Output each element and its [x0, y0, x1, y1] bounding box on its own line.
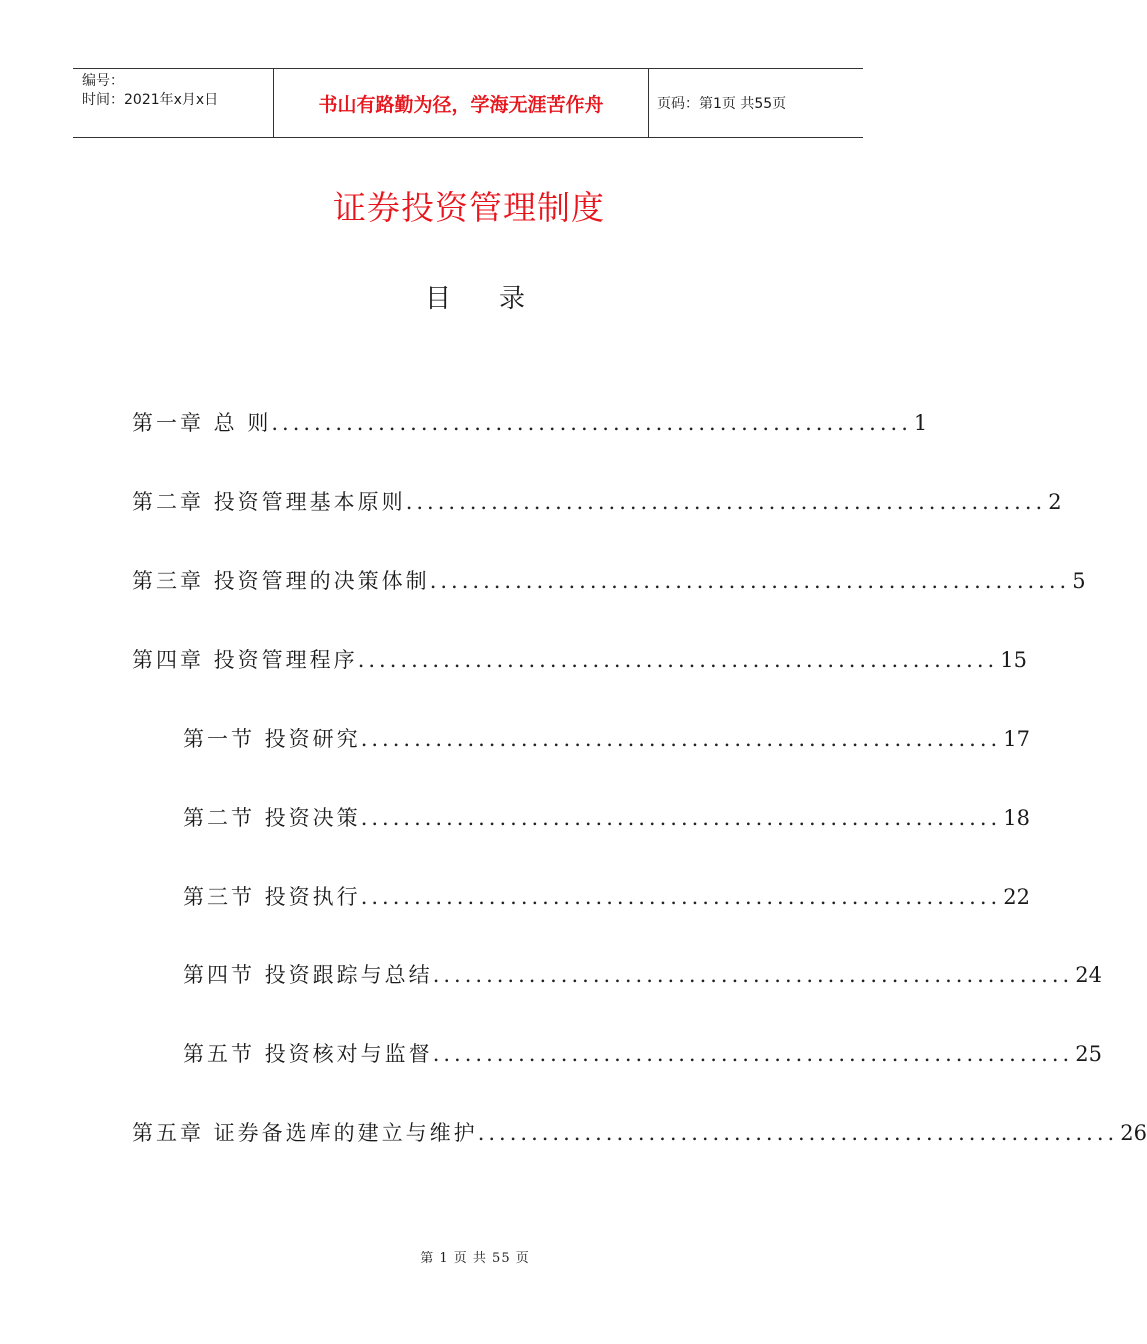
toc-entry[interactable]	[132, 644, 1027, 674]
toc-entry[interactable]	[132, 1117, 1147, 1147]
toc-entry-page: 26	[1120, 1121, 1147, 1145]
toc-entry-page: 1	[913, 411, 928, 435]
toc-entry-label: 第四节 投资跟踪与总结	[183, 963, 433, 987]
toc-leader-dots: ............................................................	[360, 806, 1002, 830]
document-title: 证券投资管理制度	[333, 188, 605, 227]
toc-entry-page: 15	[1000, 648, 1027, 672]
time-label: 时间：2021年x月x日	[82, 92, 219, 108]
toc-heading: 目录	[424, 284, 573, 314]
toc-entry-label: 第五节 投资核对与监督	[183, 1042, 433, 1066]
toc-entry-label: 第四章 投资管理程序	[132, 648, 358, 672]
toc-entry-label: 第二节 投资决策	[183, 806, 361, 830]
toc-entry-page: 2	[1048, 490, 1062, 514]
toc-entry-page: 18	[1003, 806, 1030, 830]
toc-entry-label: 第二章 投资管理基本原则	[132, 490, 406, 514]
toc-leader-dots: ............................................................	[432, 963, 1074, 987]
toc-leader-dots: ............................................................	[477, 1121, 1119, 1145]
toc-entry-page: 17	[1003, 727, 1030, 751]
header-meta	[73, 69, 274, 137]
toc-entry[interactable]	[183, 881, 1030, 911]
toc-leader-dots: ............................................................	[405, 490, 1047, 514]
toc-entry-page: 5	[1072, 569, 1086, 593]
toc-entry[interactable]	[132, 407, 928, 437]
number-label: 编号：	[82, 73, 124, 89]
toc-leader-dots: ............................................................	[360, 885, 1002, 909]
header-motto: 书山有路勤为径，学海无涯苦作舟	[274, 69, 649, 137]
toc-entry-label: 第一节 投资研究	[183, 727, 361, 751]
toc-entry-label: 第三章 投资管理的决策体制	[132, 569, 430, 593]
header-page-info: 页码：第1页 共55页	[657, 96, 787, 112]
toc-leader-dots: ............................................................	[271, 411, 912, 435]
toc-entry[interactable]	[183, 959, 1102, 989]
toc-entry[interactable]	[132, 565, 1086, 595]
toc-entry[interactable]	[183, 802, 1030, 832]
toc-entry-label: 第五章 证券备选库的建立与维护	[132, 1121, 478, 1145]
page-header	[73, 68, 863, 138]
toc-leader-dots: ............................................................	[432, 1042, 1074, 1066]
page-footer: 第 1 页 共 55 页	[420, 1251, 530, 1266]
toc-leader-dots: ............................................................	[357, 648, 999, 672]
toc-leader-dots: ............................................................	[429, 569, 1071, 593]
toc-entry[interactable]	[132, 486, 1062, 516]
toc-entry-page: 22	[1003, 885, 1030, 909]
toc-entry-label: 第三节 投资执行	[183, 885, 361, 909]
toc-entry-label: 第一章 总 则	[132, 411, 272, 435]
toc-entry-page: 24	[1075, 963, 1102, 987]
toc-entry[interactable]	[183, 1038, 1102, 1068]
toc-entry[interactable]	[183, 723, 1030, 753]
toc-leader-dots: ............................................................	[360, 727, 1002, 751]
toc-entry-page: 25	[1075, 1042, 1102, 1066]
